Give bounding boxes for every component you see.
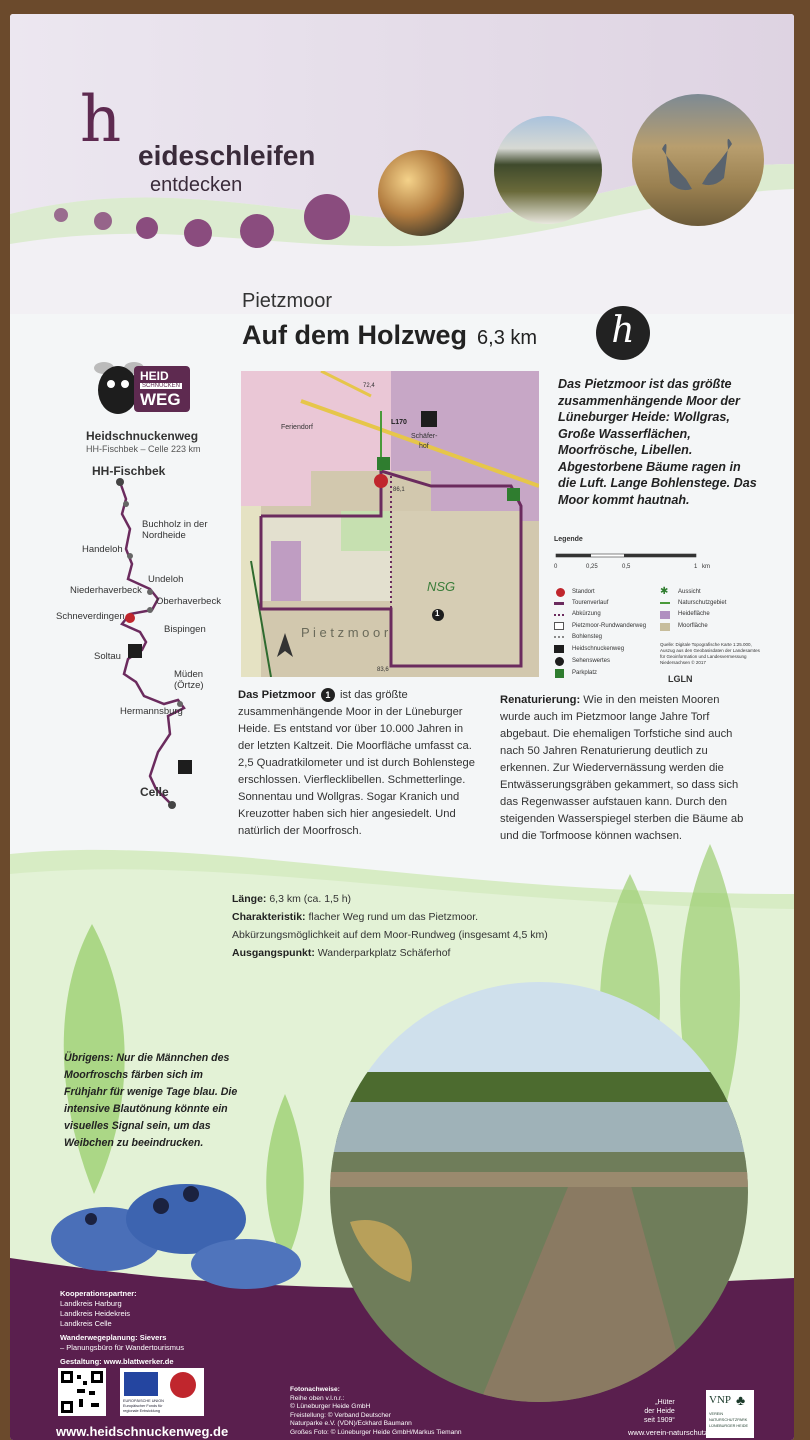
map-label-height: 83,6 <box>377 667 389 673</box>
logo-letter: h <box>80 83 122 157</box>
pietzmoor-description <box>238 687 478 840</box>
description-heading: Das Pietzmoor <box>238 689 316 701</box>
legend-scale-label: 0,5 <box>622 564 631 570</box>
decor-dot <box>94 212 112 230</box>
fact-value: flacher Weg rund um das Pietzmoor. <box>308 911 479 923</box>
heath-area-icon <box>660 611 670 619</box>
sight-icon <box>555 657 564 666</box>
footer-partner: Landkreis Celle <box>60 1319 112 1328</box>
fact-label: Länge: <box>232 893 267 905</box>
eu-logos <box>120 1368 204 1416</box>
description-body: ist das größte zusammenhängende Moor in der Lüneburger Heide. Es entstand vor über 10.000 Jahren in der letzten Kaltzeit. Die Moorfläche umfasst ca. 2,5 Quadratkilometer und ist durch Bohlenstege erschlossen. Vierflecklibellen. Schmetterlinge. Sonnentau und Wollgras. Sogar Kranich und Kreuzotter haben sich hier angesiedelt. Und natürlich der Moorfrosch. <box>238 689 475 837</box>
eu-text: EUROPÄISCHE UNION <box>123 1399 164 1403</box>
legend-source: Niedersachsen © 2017 <box>660 660 706 665</box>
eu-flag-icon <box>124 1372 158 1396</box>
fact-label: Charakteristik: <box>232 911 306 923</box>
legend-item: Aussicht <box>678 589 701 595</box>
boardwalk-icon <box>554 636 564 638</box>
website-link[interactable]: www.heidschnuckenweg.de <box>56 1424 229 1439</box>
region-logo-icon <box>170 1372 196 1398</box>
footer-partner: Landkreis Harburg <box>60 1299 122 1308</box>
route-end: Celle <box>140 785 169 799</box>
logo-weg: WEG <box>140 390 181 409</box>
loop-trail-icon <box>554 622 564 630</box>
viewpoint-icon: ✱ <box>660 586 669 597</box>
map-legend <box>554 536 760 696</box>
nature-reserve-icon <box>660 602 670 604</box>
legend-item: Tourenverlauf <box>572 600 609 606</box>
vnp-logo-subtext: VEREIN <box>709 1412 724 1416</box>
map-viewpoint-number: 1 <box>435 609 440 618</box>
legend-item: Parkplatz <box>572 670 598 676</box>
trail-map <box>241 371 539 677</box>
credit-line: © Lüneburger Heide GmbH <box>290 1403 371 1410</box>
place-label: Nordheide <box>142 530 186 541</box>
place-label: Niederhaverbeck <box>70 585 142 596</box>
photo-cranes <box>632 94 764 226</box>
renaturation-heading: Renaturierung: <box>500 694 581 706</box>
map-label-height: 86,1 <box>393 487 405 493</box>
place-label: Oberhaverbeck <box>156 596 221 607</box>
place-label: Schneverdingen <box>56 611 125 622</box>
legend-item: Bohlensteg <box>572 634 603 640</box>
route-overview-subtitle: HH-Fischbek – Celle 223 km <box>86 444 201 454</box>
heidschnuckenweg-icon <box>554 645 564 653</box>
tree-icon: ♣ <box>736 1392 746 1408</box>
legend-scale-label: 0 <box>554 564 558 570</box>
vnp-logo-subtext: LÜNEBURGER HEIDE <box>709 1424 749 1428</box>
legend-item: Pietzmoor-Rundwanderweg <box>572 623 647 629</box>
route-start: HH-Fischbek <box>92 464 166 478</box>
route-line-icon <box>554 602 564 605</box>
frogs-image <box>46 1164 316 1294</box>
boardwalk-photo <box>330 982 748 1402</box>
renaturation-text <box>500 692 746 845</box>
qr-code[interactable] <box>58 1368 106 1416</box>
credit-line: Freistellung: © Verband Deutscher <box>290 1411 391 1419</box>
map-label-road: L170 <box>391 419 407 426</box>
eu-text: Europäischer Fonds für <box>123 1404 163 1408</box>
trail-distance: 6,3 km <box>477 327 538 349</box>
info-board <box>10 14 794 1440</box>
decor-dot <box>304 194 350 240</box>
map-label-schaeferhof: hof <box>419 443 429 450</box>
decor-dot <box>184 219 212 247</box>
place-label: Bispingen <box>164 624 206 635</box>
trail-facts <box>232 890 548 962</box>
description-badge: 1 <box>321 688 335 702</box>
place-label: Undeloh <box>148 574 184 585</box>
trail-area: Pietzmoor <box>242 290 333 312</box>
logo-schnucken: SCHNUCKEN <box>142 383 181 389</box>
logo-name: eideschleifen <box>138 140 316 171</box>
legend-source: für Geoinformation und Landesvermessung <box>660 654 747 659</box>
photo-credits <box>290 1386 462 1437</box>
legend-scale-label: 0,25 <box>586 564 598 570</box>
place-label: Buchholz in der <box>142 519 208 530</box>
hueter-slogan <box>644 1398 675 1425</box>
place-label: (Örtze) <box>174 680 204 691</box>
logo-tagline: entdecken <box>150 174 243 196</box>
boardwalk-scene <box>330 982 748 1402</box>
frog-note: Übrigens: Nur die Männchen des Moorfroschs färben sich im Frühjahr für wenige Tage blau. Die intensive Blautönung könnte ein visuelles Signal sein, um das Weibchen zu beeindrucken. <box>64 1052 238 1149</box>
legend-item: Moorfläche <box>678 623 708 629</box>
footer-partner: Landkreis Heidekreis <box>60 1309 131 1318</box>
legend-title: Legende <box>554 536 583 543</box>
decor-dot <box>136 217 158 239</box>
legend-item: Standort <box>572 589 595 595</box>
map-label-schaeferhof: Schäfer- <box>411 433 438 440</box>
decor-dot <box>54 208 68 222</box>
footer-partners <box>60 1289 184 1367</box>
heideschleifen-badge: h <box>596 306 650 360</box>
legend-item: Naturschutzgebiet <box>678 600 727 606</box>
fact-start <box>232 944 548 962</box>
place-label: Handeloh <box>82 544 123 555</box>
fact-value: Wanderparkplatz Schäferhof <box>317 947 451 959</box>
route-overview-title: Heidschnuckenweg <box>86 429 199 443</box>
trail-title <box>242 320 537 351</box>
legend-source: Auszug aus den Geobasisdaten der Landesamtes <box>660 648 760 653</box>
renaturation-body: Wie in den meisten Mooren wurde auch im Pietzmoor lange Jahre Torf abgebaut. Die ehemaligen Torfstiche sind auch nach 50 Jahren Renaturierung deutlich zu erkennen. Zur Wiedervernässung werden die Entwässerungsgräben gekammert, so dass sich das Regenwasser aufstauen kann. Durch den steigenden Wasserspiegel sterben die Bäume ab und die Torfmoose können wachsen. <box>500 694 744 842</box>
standort-icon <box>556 588 565 597</box>
slogan-line: „Hüter <box>655 1399 675 1406</box>
trail-map-graphic <box>241 371 539 677</box>
moor-area-icon <box>660 623 670 631</box>
place-label: Müden <box>174 669 204 680</box>
place-label: Hermannsburg <box>120 706 183 717</box>
slogan-line: seit 1909“ <box>644 1417 675 1424</box>
map-label-nsg: NSG <box>427 579 456 594</box>
fact-length <box>232 890 548 908</box>
crane-birds <box>632 94 764 226</box>
place-label: Soltau <box>94 651 121 662</box>
fact-label: Ausgangspunkt: <box>232 947 315 959</box>
footer-partners-heading: Kooperationspartner: <box>60 1289 137 1298</box>
map-label-feriendorf: Feriendorf <box>281 424 313 431</box>
legend-source: Quelle: Digitale Topografische Karte 1:25.000, <box>660 642 752 647</box>
credit-heading: Fotonachweise: <box>290 1386 340 1393</box>
credit-line: Reihe oben v.l.n.r.: <box>290 1394 345 1402</box>
footer-planning: Wanderwegeplanung: Sievers <box>60 1333 167 1342</box>
photo-moor-cottongrass <box>494 116 602 224</box>
fact-shortcut: Abkürzungsmöglichkeit auf dem Moor-Rundweg (insgesamt 4,5 km) <box>232 929 548 941</box>
lgln-logo: LGLN <box>668 674 693 684</box>
heidschnuckenweg-logo <box>82 358 192 418</box>
decor-dot <box>240 214 274 248</box>
footer-design: Gestaltung: www.blattwerker.de <box>60 1357 174 1366</box>
credit-line: Großes Foto: © Lüneburger Heide GmbH/Markus Tiemann <box>290 1428 462 1436</box>
logo-heid: HEID <box>140 369 169 383</box>
legend-scale-bar <box>554 548 704 564</box>
legend-scale-label: km <box>702 564 710 570</box>
trail-name: Auf dem Holzweg <box>242 320 468 350</box>
fact-value: 6,3 km (ca. 1,5 h) <box>269 893 352 905</box>
map-label-pietzmoor: P i e t z m o o r <box>301 625 389 640</box>
legend-item: Heidefläche <box>678 611 710 617</box>
intro-text: Das Pietzmoor ist das größte zusammenhängende Moor der Lüneburger Heide: Wollgras, Große Wasserflächen, Moorfrösche, Libellen. Abgestorbene Bäume ragen in die Luft. Lange Bohlenstege. Das Moor kommt hautnah. <box>558 377 757 507</box>
photo-heather-flowers <box>378 150 464 236</box>
legend-item: Sehenswertes <box>572 658 611 664</box>
vnp-website[interactable]: www.verein-naturschutzpark.de <box>628 1428 733 1437</box>
route-overview-map <box>60 454 250 824</box>
slogan-line: der Heide <box>644 1408 675 1415</box>
shortcut-icon <box>554 614 564 616</box>
footer-planning: – Planungsbüro für Wandertourismus <box>60 1343 184 1352</box>
parking-icon <box>555 669 564 678</box>
eu-text: regionale Entwicklung <box>123 1409 160 1413</box>
vnp-logo-subtext: NATURSCHUTZPARK <box>709 1418 748 1422</box>
credit-line: Naturparke e.V. (VDN)/Eckhard Baumann <box>290 1420 412 1427</box>
vnp-logo-text: VNP <box>709 1394 732 1406</box>
map-label-height: 72,4 <box>363 383 375 389</box>
legend-item: Heidschnuckenweg <box>572 646 625 652</box>
legend-scale-label: 1 <box>694 564 698 570</box>
fact-characteristic <box>232 908 548 926</box>
legend-item: Abkürzung <box>572 611 601 617</box>
